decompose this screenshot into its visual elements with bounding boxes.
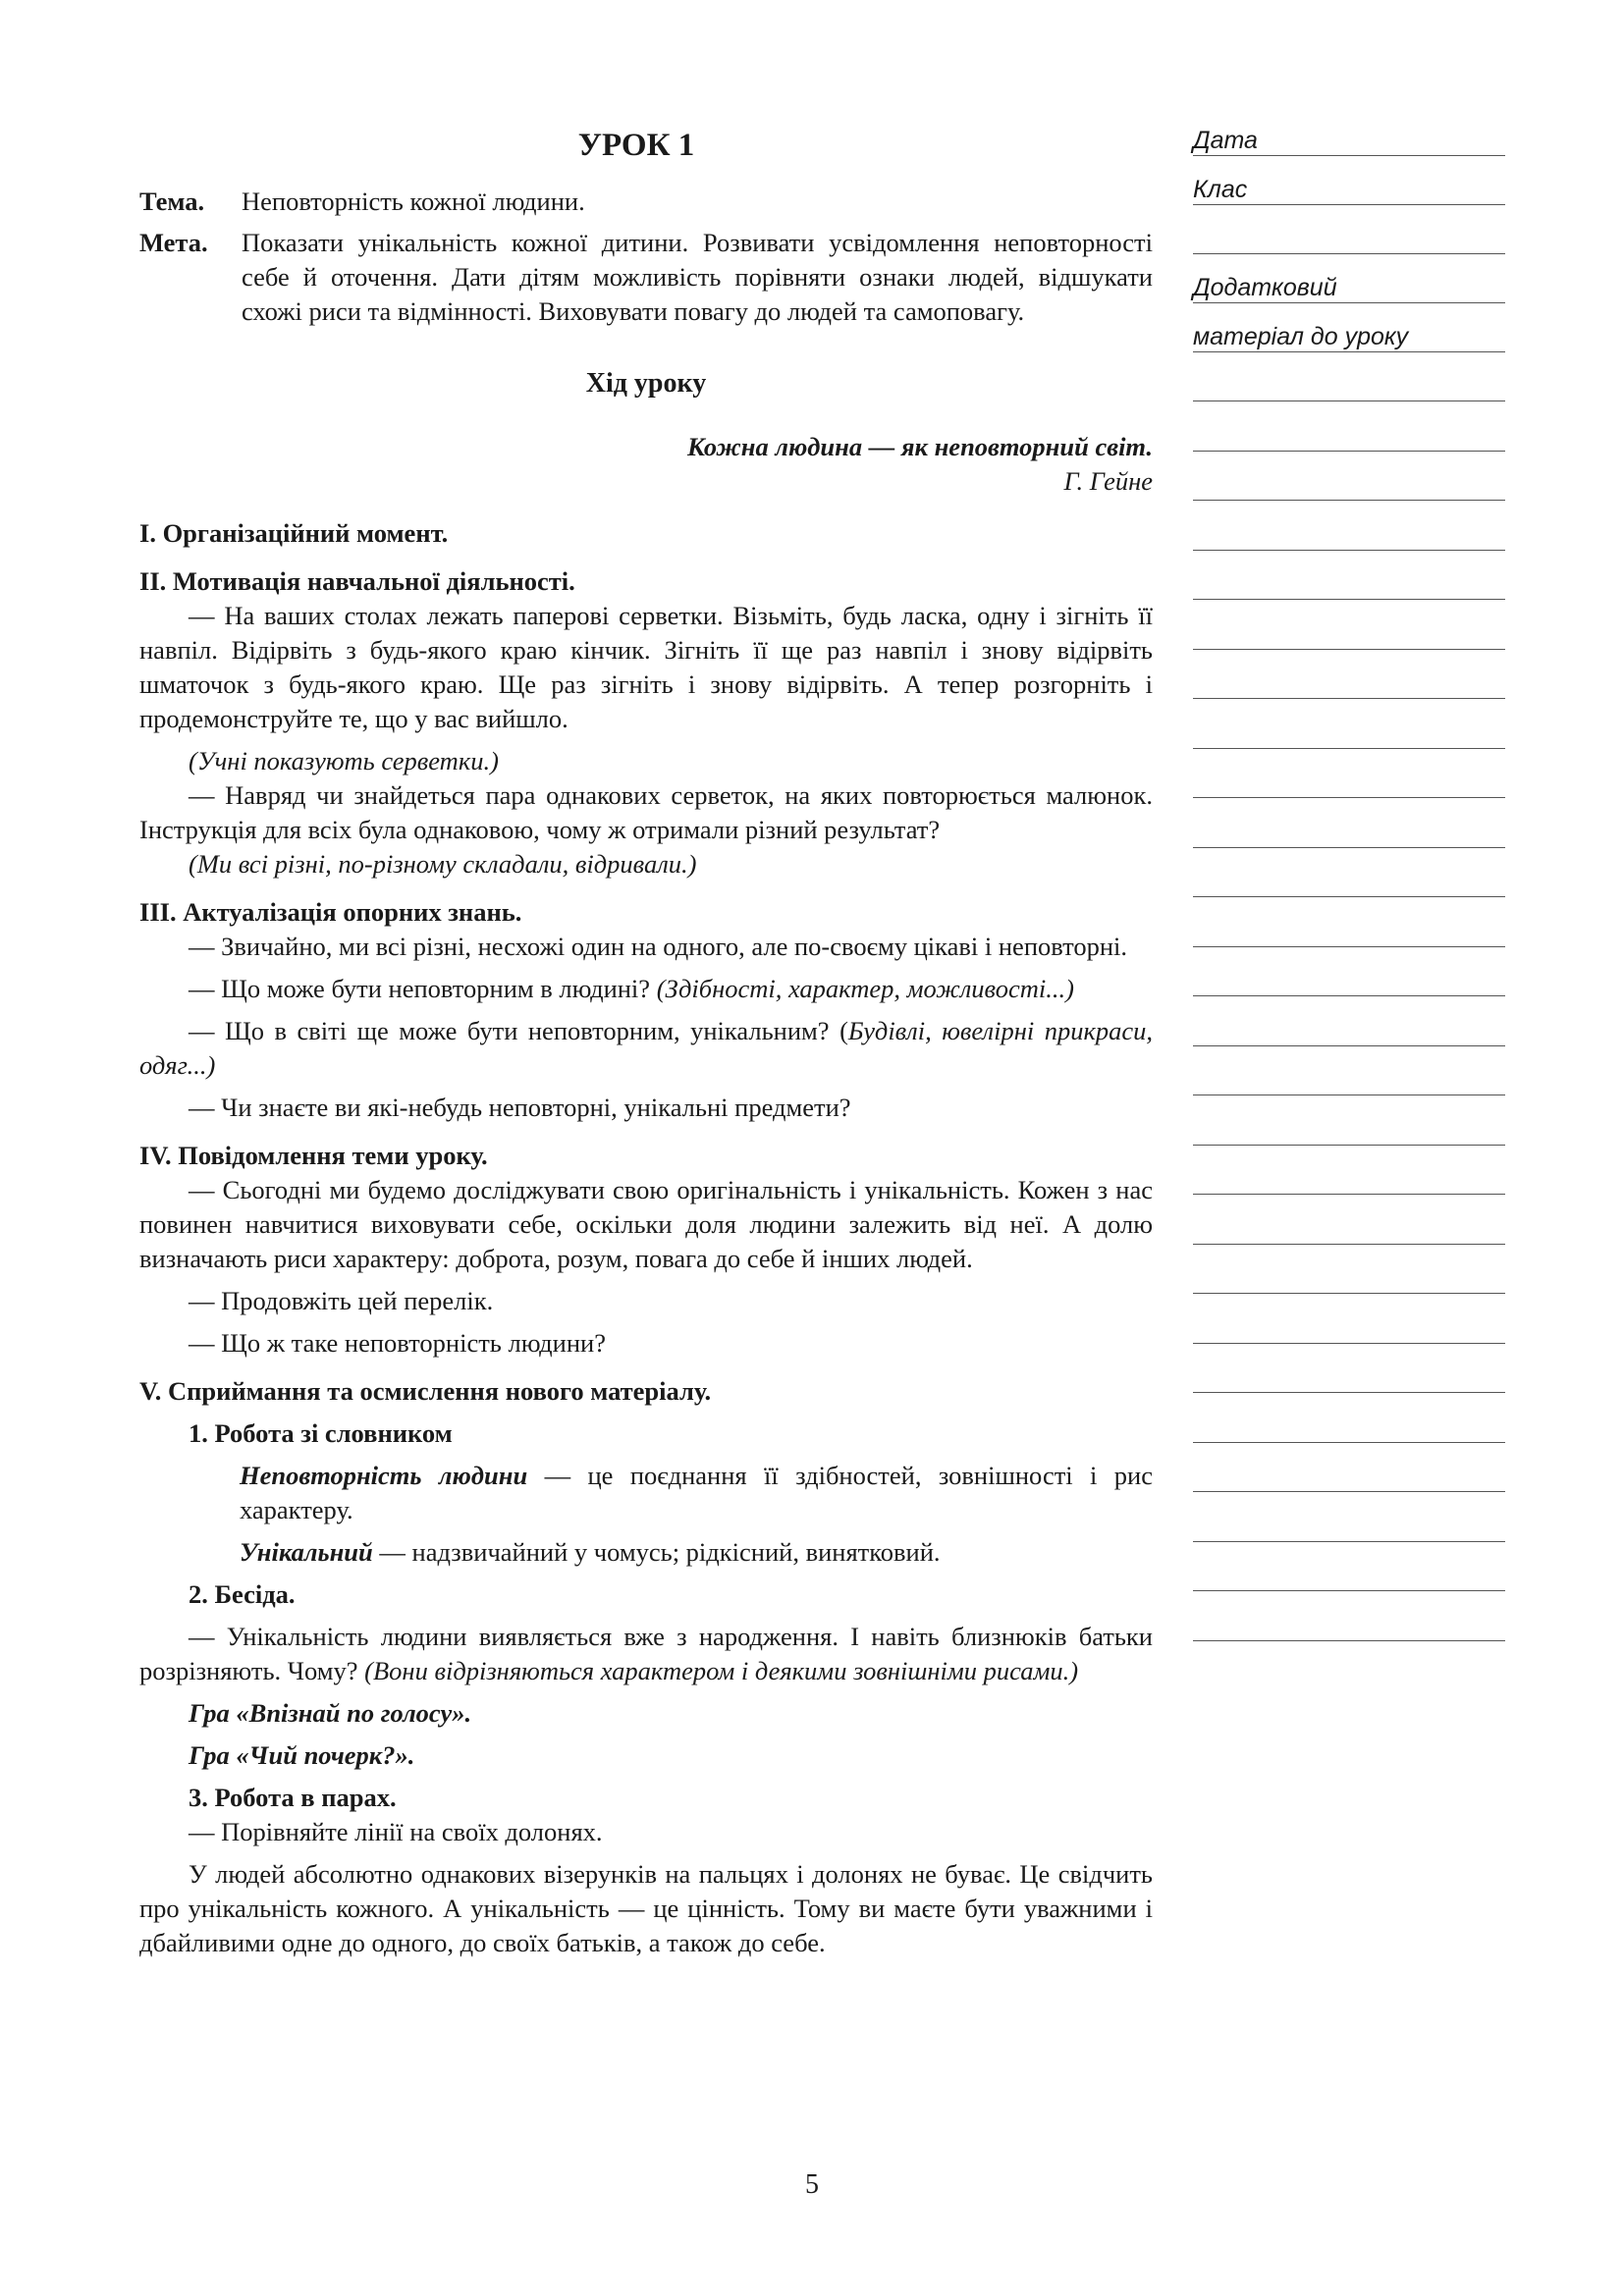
blank-line[interactable] — [1193, 1065, 1505, 1095]
definition-text: — надзвичайний у чомусь; рідкісний, винятковий. — [372, 1537, 941, 1567]
question-text: — Що може бути неповторним в людині? — [189, 974, 657, 1003]
extra-material-line-2[interactable] — [1193, 322, 1505, 352]
paragraph — [139, 972, 1153, 1006]
student-response: (Учні показують серветки.) — [189, 746, 499, 775]
date-line[interactable] — [1193, 126, 1505, 156]
section-heading-4: IV. Повідомлення теми уроку. — [139, 1141, 488, 1170]
extra-material-label-2: матеріал до уроку — [1193, 323, 1409, 350]
blank-line[interactable] — [1193, 619, 1505, 650]
blank-line[interactable] — [1193, 371, 1505, 401]
subsection-heading: 2. Бесіда. — [189, 1579, 296, 1609]
goal-field — [139, 226, 1153, 329]
blank-line[interactable] — [1193, 569, 1505, 600]
course-title: Хід уроку — [585, 368, 707, 399]
lesson-content — [139, 126, 1153, 1960]
extra-material-label-1: Додатковий — [1193, 274, 1337, 301]
game-title: Гра «Впізнай по голосу». — [189, 1698, 472, 1728]
blank-line[interactable] — [1193, 1512, 1505, 1542]
class-line[interactable] — [1193, 175, 1505, 205]
epigraph-quote: Кожна людина — як неповторний світ. — [686, 432, 1153, 461]
page-number: 5 — [805, 2169, 819, 2200]
answer-text: (Здібності, характер, можливості...) — [656, 974, 1074, 1003]
section-heading-3: ІІІ. Актуалізація опорних знань. — [139, 897, 522, 927]
paragraph: У людей абсолютно однакових візерунків на пальцях і долонях не буває. Це свідчить про унікальність кожного. А унікальність — це цінність. Тому ви маєте бути уважними і дбайливими одне до одного, до своїх батьків, а також до себе. — [139, 1859, 1153, 1957]
blank-line[interactable] — [1193, 520, 1505, 551]
blank-line[interactable] — [1193, 1016, 1505, 1046]
subsection-heading: 3. Робота в парах. — [189, 1783, 397, 1812]
blank-line[interactable] — [1193, 917, 1505, 947]
topic-label: Тема. — [139, 187, 205, 216]
blank-line[interactable] — [1193, 1115, 1505, 1146]
blank-line[interactable] — [1193, 1313, 1505, 1344]
blank-line[interactable] — [1193, 224, 1505, 254]
date-label: Дата — [1193, 127, 1258, 154]
paragraph: — Навряд чи знайдеться пара однакових серветок, на яких повторюється малюнок. Інструкція для всіх була однаковою, чому ж отримали різний результат? — [139, 780, 1153, 844]
section-heading-2: ІІ. Мотивація навчальної діяльності. — [139, 566, 575, 596]
epigraph — [139, 430, 1153, 499]
epigraph-author: Г. Гейне — [1063, 466, 1153, 496]
goal-label: Мета. — [139, 228, 208, 257]
paragraph — [139, 1620, 1153, 1688]
answer-text: (Вони відрізняються характером і деякими зовнішніми рисами.) — [364, 1656, 1079, 1685]
question-text: — Що в світі ще може бути неповторним, унікальним? ( — [189, 1016, 848, 1045]
definition — [139, 1535, 1153, 1570]
paragraph: — Чи знаєте ви які-небудь неповторні, унікальні предмети? — [189, 1093, 851, 1122]
blank-line[interactable] — [1193, 1263, 1505, 1294]
goal-text: Показати унікальність кожної дитини. Розвивати усвідомлення неповторності себе й оточення. Дати дітям можливість порівняти ознаки людей, відшукати схожі риси та відмінності. Виховувати повагу до людей та самоповагу. — [242, 228, 1153, 326]
blank-line[interactable] — [1193, 1413, 1505, 1443]
paragraph: — Звичайно, ми всі різні, несхожі один на одного, але по-своєму цікаві і неповторні. — [189, 932, 1128, 961]
question-text: — Унікальність людини виявляється вже з народження. І навіть близнюків батьки розрізняють. Чому? — [139, 1622, 1153, 1685]
blank-line[interactable] — [1193, 1362, 1505, 1393]
class-label: Клас — [1193, 176, 1248, 203]
paragraph: — Порівняйте лінії на своїх долонях. — [189, 1817, 603, 1846]
blank-line[interactable] — [1193, 719, 1505, 749]
term: Унікальний — [240, 1537, 373, 1567]
blank-line[interactable] — [1193, 1462, 1505, 1492]
student-response: (Ми всі різні, по-різному складали, відривали.) — [189, 849, 697, 879]
blank-line[interactable] — [1193, 1164, 1505, 1195]
blank-line[interactable] — [1193, 470, 1505, 501]
paragraph: — Що ж таке неповторність людини? — [189, 1328, 606, 1358]
section-heading-1: І. Організаційний момент. — [139, 518, 449, 548]
paragraph: — Продовжіть цей перелік. — [189, 1286, 494, 1315]
definition — [139, 1459, 1153, 1527]
subsection-heading: 1. Робота зі словником — [189, 1418, 453, 1448]
paragraph — [139, 1014, 1153, 1083]
definition-text: — це поєднання її здібностей, зовнішності і рис характеру. — [240, 1461, 1153, 1524]
blank-line[interactable] — [1193, 818, 1505, 848]
blank-line[interactable] — [1193, 421, 1505, 452]
extra-material-line-1[interactable] — [1193, 273, 1505, 303]
answer-text: Будівлі, ювелірні прикраси, одяг...) — [139, 1016, 1153, 1080]
blank-line[interactable] — [1193, 1611, 1505, 1641]
blank-line[interactable] — [1193, 1214, 1505, 1245]
paragraph: — На ваших столах лежать паперові серветки. Візьміть, будь ласка, одну і зігніть її навпіл. Відірвіть з будь-якого краю кінчик. Зігніть її ще раз навпіл і знову відірвіть шматочок з будь-якого краю. Ще раз зігніть і знову відірвіть. А тепер розгорніть і продемонструйте те, що у вас вийшло. — [139, 601, 1153, 733]
term: Неповторність людини — [240, 1461, 528, 1490]
blank-line[interactable] — [1193, 668, 1505, 699]
blank-line[interactable] — [1193, 867, 1505, 897]
topic-text: Неповторність кожної людини. — [242, 187, 585, 216]
section-heading-5: V. Сприймання та осмислення нового матеріалу. — [139, 1376, 712, 1406]
blank-line[interactable] — [1193, 1561, 1505, 1591]
paragraph: — Сьогодні ми будемо досліджувати свою оригінальність і унікальність. Кожен з нас повинен навчитися виховувати себе, оскільки доля людини залежить від неї. А долю визначають риси характеру: доброта, розум, повага до себе й інших людей. — [139, 1175, 1153, 1273]
blank-line[interactable] — [1193, 768, 1505, 798]
game-title: Гра «Чий почерк?». — [189, 1740, 415, 1770]
lesson-title: УРОК 1 — [577, 128, 695, 163]
topic-field — [139, 185, 1153, 219]
blank-line[interactable] — [1193, 966, 1505, 996]
